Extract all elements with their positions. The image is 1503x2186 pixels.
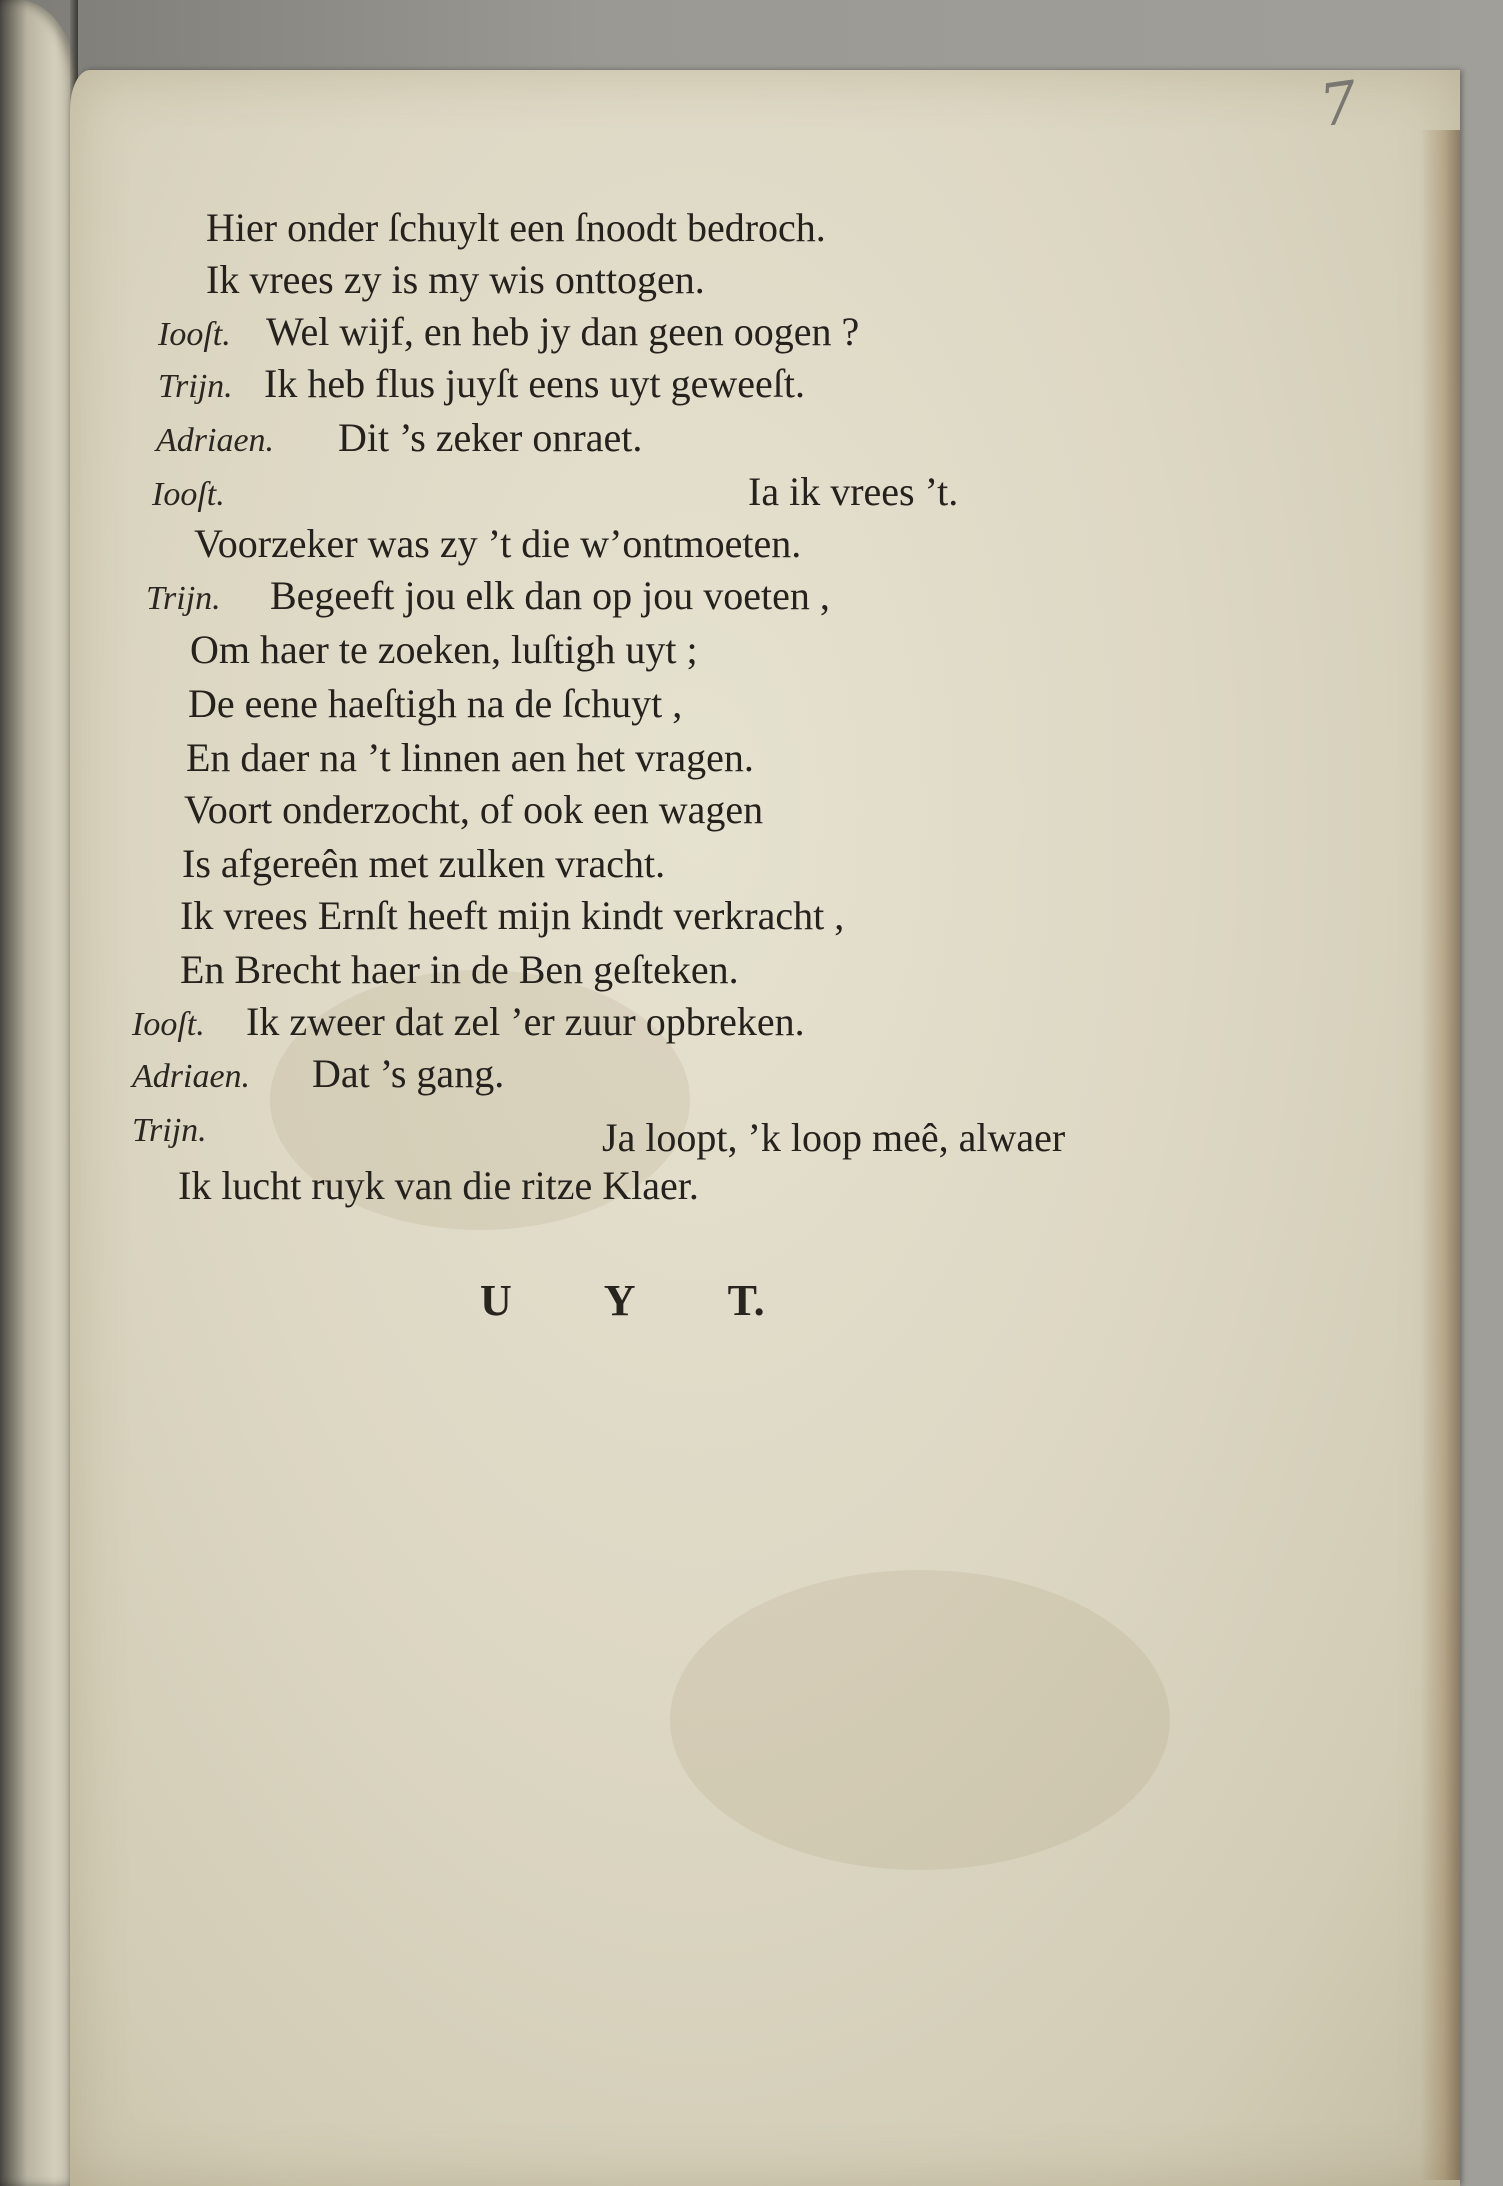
speaker-name: Adriaen. — [156, 422, 275, 459]
closing-letter: T. — [727, 1276, 765, 1325]
closing-letter: U — [480, 1276, 512, 1325]
verse-line: Voorzeker was zy ’t die w’ontmoeten. — [194, 521, 802, 566]
verse-line: Wel wijf, en heb jy dan geen oogen ? — [266, 309, 860, 354]
speaker-name: Adriaen. — [132, 1058, 251, 1095]
speaker-name: Trijn. — [146, 580, 221, 617]
verse-line: Is afgereên met zulken vracht. — [182, 841, 666, 886]
closing-letter: Y — [603, 1276, 636, 1325]
closing-word — [480, 1275, 857, 1326]
speaker-name: Iooſt. — [158, 316, 231, 353]
verse-line: En Brecht haer in de Ben geſteken. — [180, 947, 739, 992]
verse-line: Ik lucht ruyk van die ritze Klaer. — [178, 1163, 699, 1208]
verse-line: Ik vrees zy is my wis onttogen. — [206, 257, 705, 302]
verse-line: En daer na ’t linnen aen het vragen. — [186, 735, 754, 780]
page-number: 7 — [1315, 67, 1362, 141]
speaker-name: Iooſt. — [152, 476, 225, 513]
verse-line: Ik zweer dat zel ’er zuur opbreken. — [246, 999, 805, 1044]
verse-line: De eene haeſtigh na de ſchuyt , — [188, 681, 683, 726]
verse-line: Ja loopt, ’k loop meê, alwaer — [602, 1115, 1066, 1160]
verse-line: Hier onder ſchuylt een ſnoodt bedroch. — [206, 205, 826, 250]
paper-stain — [670, 1570, 1170, 1870]
verse-line: Ik heb flus juyſt eens uyt geweeſt. — [264, 361, 805, 406]
verse-line: Om haer te zoeken, luſtigh uyt ; — [190, 627, 698, 672]
facing-page-edge — [0, 0, 78, 2186]
verse-block — [70, 67, 1460, 1370]
verse-line: Voort onderzocht, of ook een wagen — [184, 787, 764, 832]
verse-line: Ik vrees Ernſt heeft mijn kindt verkracht , — [180, 893, 845, 938]
verse-line: Dat ’s gang. — [312, 1051, 505, 1096]
verse-line: Ia ik vrees ’t. — [748, 469, 959, 514]
speaker-name: Trijn. — [132, 1112, 207, 1149]
speaker-name: Trijn. — [158, 368, 233, 405]
book-page — [70, 67, 1460, 2186]
verse-line: Begeeft jou elk dan op jou voeten , — [270, 573, 830, 618]
speaker-name: Iooſt. — [132, 1006, 205, 1043]
verse-line: Dit ’s zeker onraet. — [338, 415, 643, 460]
